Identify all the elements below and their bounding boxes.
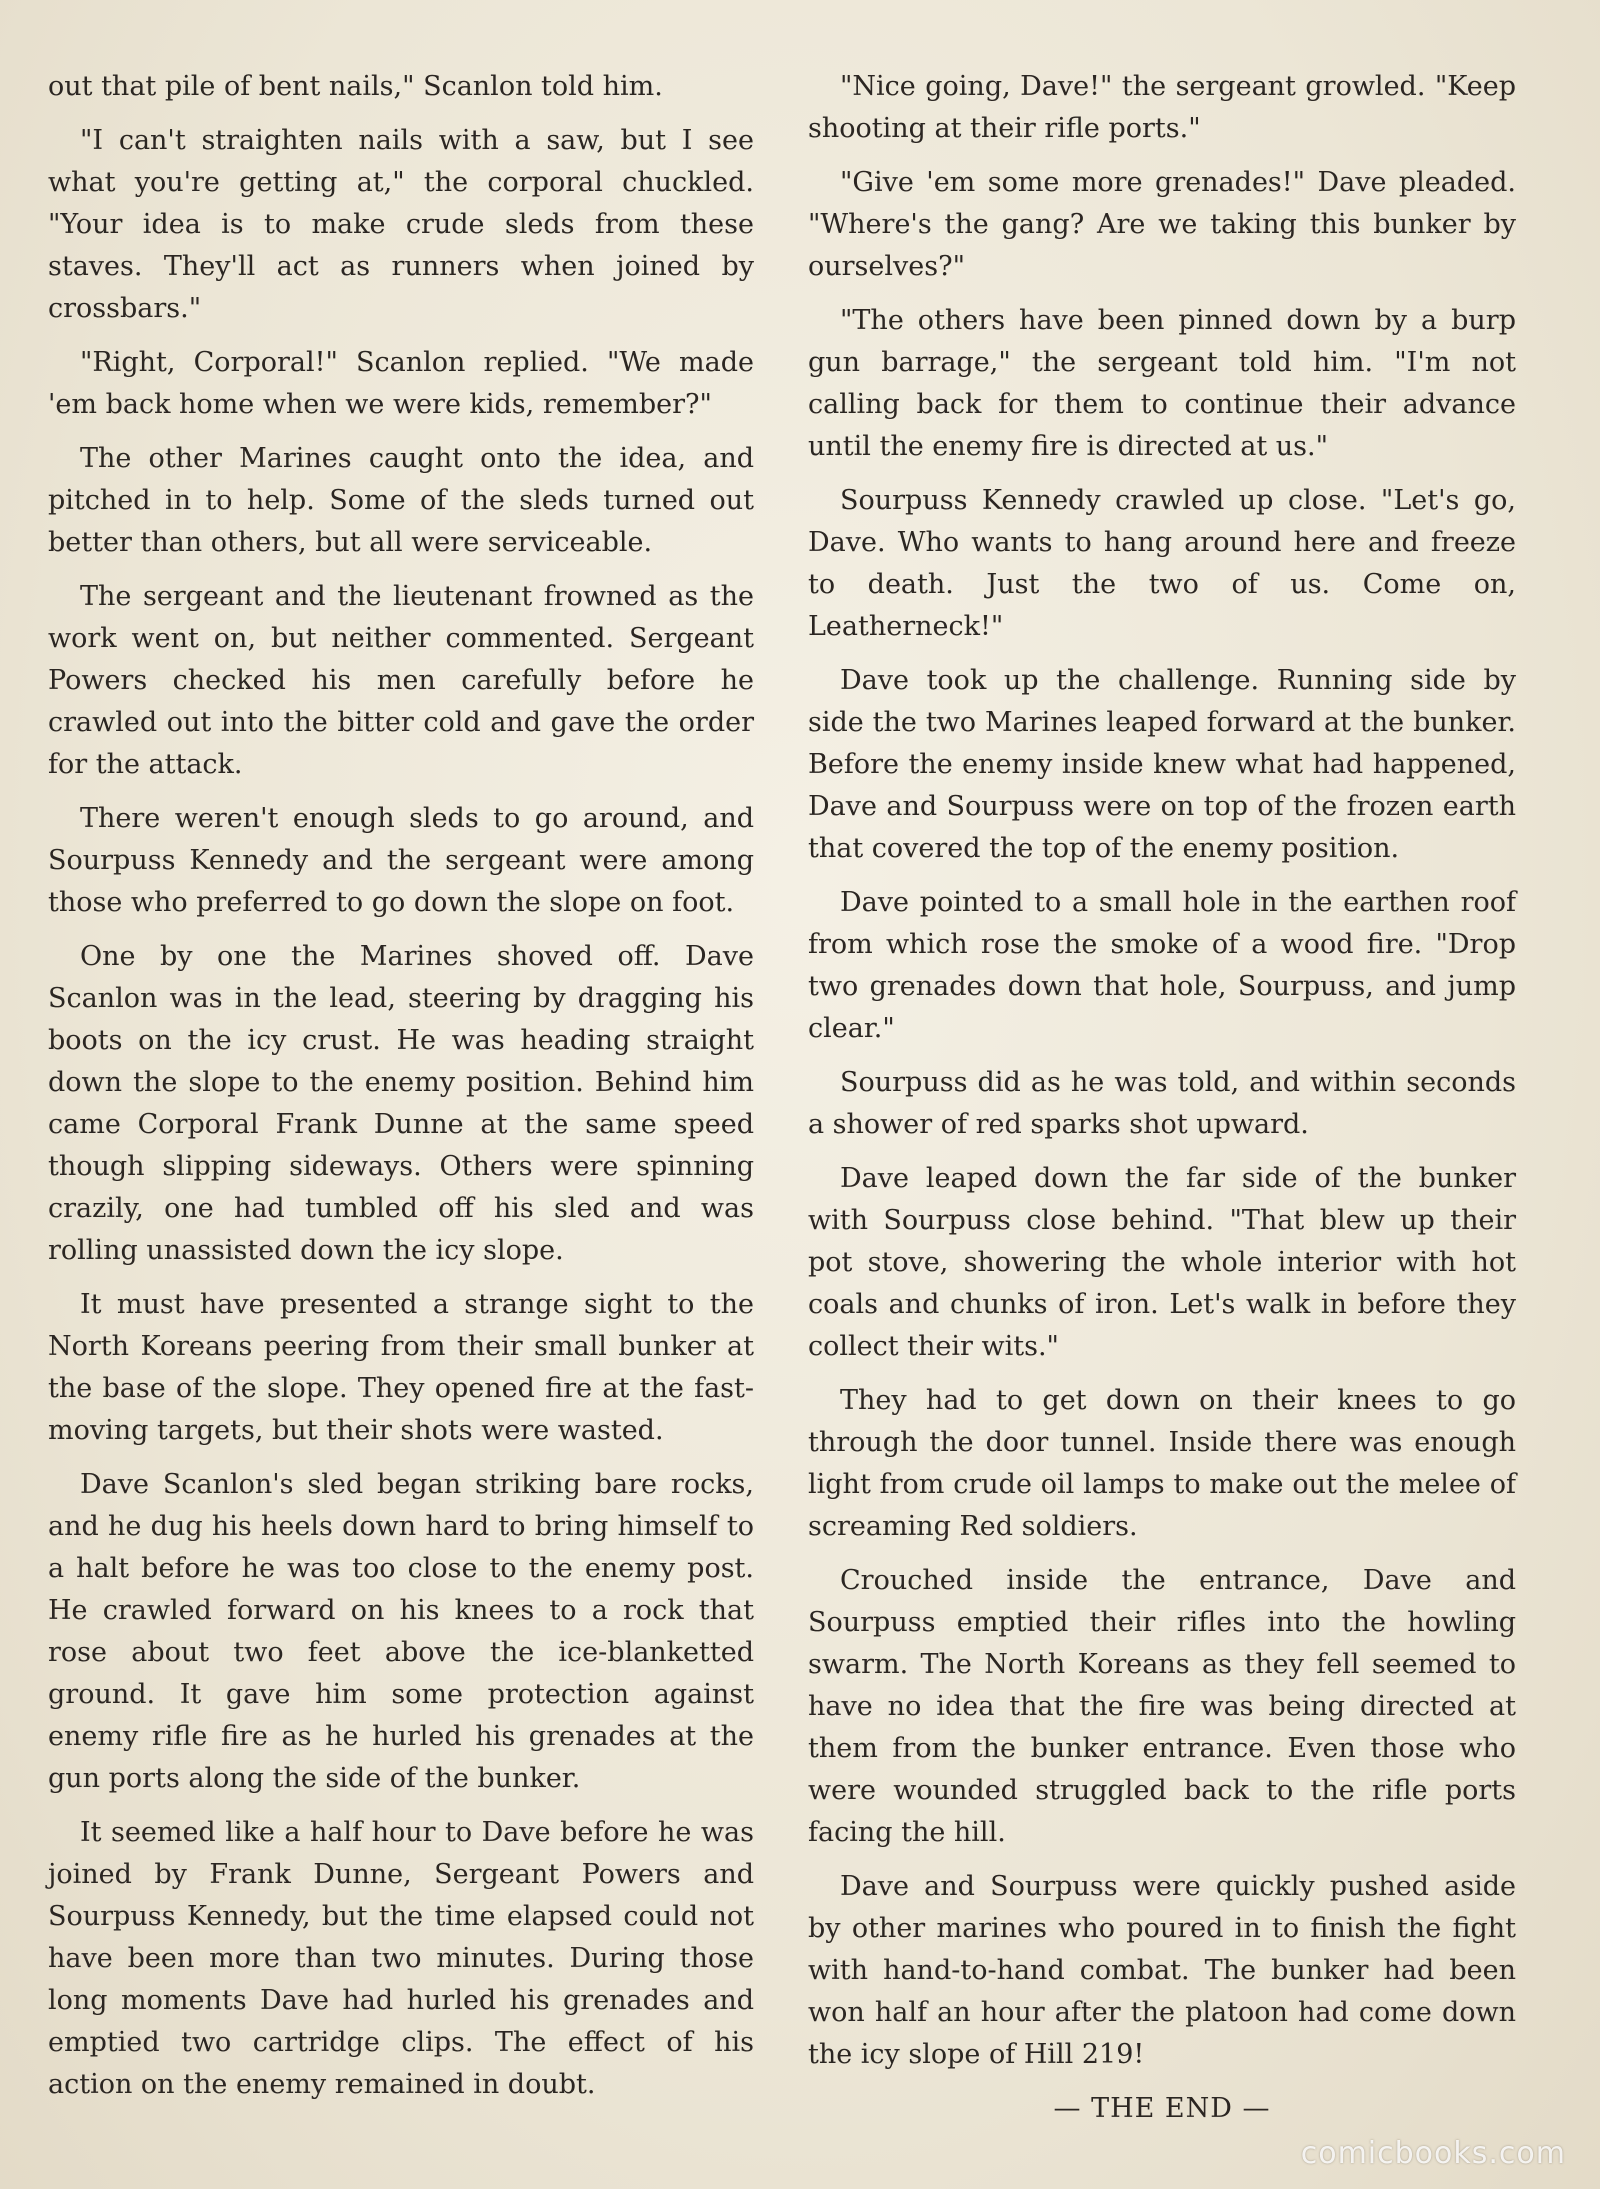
paragraph: Sourpuss did as he was told, and within seconds a shower of red sparks shot upward. — [808, 1067, 1516, 1140]
the-end-marker: — THE END — — [1053, 2093, 1271, 2124]
paragraph: Crouched inside the entrance, Dave and Sourpuss emptied their rifles into the howling swarm. The North Koreans as they fell seemed to have no idea that the fire was being directed at them from the bunker entrance. Even those who were wounded struggled back to the rifle ports facing the hill. — [808, 1565, 1516, 1848]
paragraph: Sourpuss Kennedy crawled up close. "Let's go, Dave. Who wants to hang around here and freeze to death. Just the two of us. Come on, Leatherneck!" — [808, 485, 1516, 642]
paragraph: Dave Scanlon's sled began striking bare rocks, and he dug his heels down hard to bring himself to a halt before he was too close to the enemy post. He crawled forward on his knees to a rock that rose about two feet above the ice-blanketted ground. It gave him some protection against enemy rifle fire as he hurled his grenades at the gun ports along the side of the bunker. — [48, 1469, 754, 1794]
paragraph: "I can't straighten nails with a saw, but I see what you're getting at," the corporal chuckled. "Your idea is to make crude sleds from these staves. They'll act as runners when joined by crossbars." — [48, 125, 754, 324]
right-column — [808, 66, 1516, 2130]
paragraph: "Give 'em some more grenades!" Dave pleaded. "Where's the gang? Are we taking this bunker by ourselves?" — [808, 167, 1516, 282]
paragraph: Dave pointed to a small hole in the earthen roof from which rose the smoke of a wood fire. "Drop two grenades down that hole, Sourpuss, and jump clear." — [808, 887, 1516, 1044]
paragraph: Dave took up the challenge. Running side by side the two Marines leaped forward at the bunker. Before the enemy inside knew what had happened, Dave and Sourpuss were on top of the frozen earth that covered the top of the enemy position. — [808, 665, 1516, 864]
paragraph: The sergeant and the lieutenant frowned as the work went on, but neither commented. Sergeant Powers checked his men carefully before he crawled out into the bitter cold and gave the order for the attack. — [48, 581, 754, 780]
paragraph: One by one the Marines shoved off. Dave Scanlon was in the lead, steering by dragging his boots on the icy crust. He was heading straight down the slope to the enemy position. Behind him came Corporal Frank Dunne at the same speed though slipping sideways. Others were spinning crazily, one had tumbled off his sled and was rolling unassisted down the icy slope. — [48, 941, 754, 1266]
paragraph: Dave leaped down the far side of the bunker with Sourpuss close behind. "That blew up their pot stove, showering the whole interior with hot coals and chunks of iron. Let's walk in before they collect their wits." — [808, 1163, 1516, 1362]
left-column — [48, 66, 754, 2118]
paragraph: There weren't enough sleds to go around, and Sourpuss Kennedy and the sergeant were among those who preferred to go down the slope on foot. — [48, 803, 754, 918]
paragraph: out that pile of bent nails," Scanlon told him. — [48, 71, 663, 102]
paragraph: It seemed like a half hour to Dave before he was joined by Frank Dunne, Sergeant Powers and Sourpuss Kennedy, but the time elapsed could not have been more than two minutes. During those long moments Dave had hurled his grenades and emptied two cartridge clips. The effect of his action on the enemy remained in doubt. — [48, 1817, 754, 2100]
paragraph: It must have presented a strange sight to the North Koreans peering from their small bunker at the base of the slope. They opened fire at the fast-moving targets, but their shots were wasted. — [48, 1289, 754, 1446]
paragraph: They had to get down on their knees to go through the door tunnel. Inside there was enough light from crude oil lamps to make out the melee of screaming Red soldiers. — [808, 1385, 1516, 1542]
paragraph: "The others have been pinned down by a burp gun barrage," the sergeant told him. "I'm not calling back for them to continue their advance until the enemy fire is directed at us." — [808, 305, 1516, 462]
paragraph: The other Marines caught onto the idea, and pitched in to help. Some of the sleds turned out better than others, but all were serviceable. — [48, 443, 754, 558]
paragraph: "Nice going, Dave!" the sergeant growled. "Keep shooting at their rifle ports." — [808, 71, 1516, 144]
paragraph: "Right, Corporal!" Scanlon replied. "We made 'em back home when we were kids, remember?" — [48, 347, 754, 420]
paragraph: Dave and Sourpuss were quickly pushed aside by other marines who poured in to finish the fight with hand-to-hand combat. The bunker had been won half an hour after the platoon had come down the icy slope of Hill 219! — [808, 1871, 1516, 2070]
watermark: comicbooks.com — [1300, 2136, 1566, 2171]
